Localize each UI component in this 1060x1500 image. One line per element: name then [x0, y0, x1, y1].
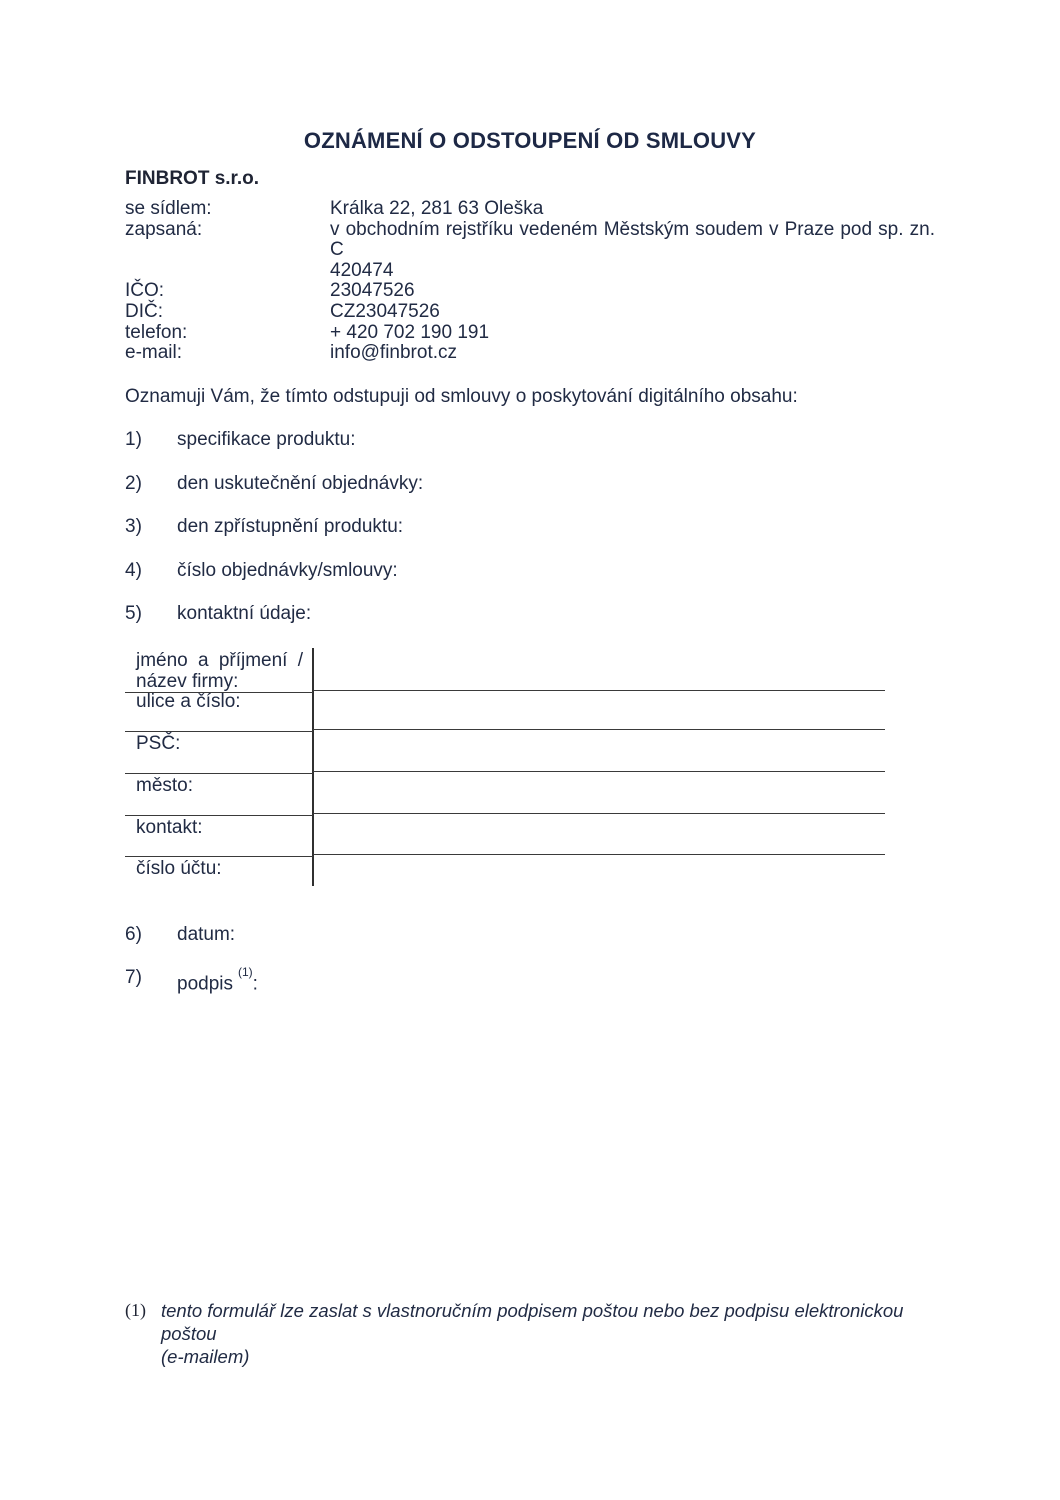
detail-label: DIČ:: [125, 300, 163, 322]
table-row: [125, 773, 885, 815]
detail-row-email: [125, 343, 935, 364]
item-label: číslo objednávky/smlouvy:: [177, 559, 398, 581]
item-number: 7): [125, 967, 142, 988]
detail-label: e-mail:: [125, 342, 183, 364]
item-label: datum:: [177, 924, 236, 945]
detail-label: IČO:: [125, 280, 165, 302]
detail-value: 23047526: [330, 280, 415, 302]
row-label: číslo účtu:: [136, 858, 222, 879]
footnote-marker: (1): [125, 1300, 146, 1320]
company-details: [125, 199, 935, 364]
detail-value-line2: 420474: [330, 259, 394, 281]
detail-value: info@finbrot.cz: [330, 342, 458, 364]
item-number: 6): [125, 924, 142, 945]
detail-value-line1: v obchodním rejstříku vedeném Městským soudem v Praze pod sp. zn. C: [330, 218, 935, 261]
field-kontakt[interactable]: [313, 815, 885, 856]
footnote-line1: tento formulář lze zaslat s vlastnoručním podpisem poštou nebo bez podpisu elektronickou poštou: [161, 1300, 904, 1344]
row-label-line2: název firmy:: [136, 670, 239, 692]
company-name: FINBROT s.r.o.: [125, 168, 260, 189]
numbered-item-1: [125, 430, 935, 451]
detail-label: se sídlem:: [125, 198, 212, 219]
detail-row-sidlo: [125, 199, 935, 220]
numbered-item-4: [125, 561, 935, 582]
detail-value: CZ23047526: [330, 300, 440, 322]
footnote-line2: (e-mailem): [161, 1346, 250, 1367]
footnote-reference: (1): [238, 965, 253, 979]
item-number: 3): [125, 516, 142, 537]
page-title: OZNÁMENÍ O ODSTOUPENÍ OD SMLOUVY: [303, 128, 757, 153]
row-label-line1: jméno a příjmení /: [136, 650, 303, 671]
item-label: specifikace produktu:: [177, 429, 356, 450]
item-label: den zpřístupnění produktu:: [177, 516, 404, 537]
field-ulice-cislo[interactable]: [313, 689, 885, 731]
row-label: kontakt:: [125, 815, 313, 856]
field-cislo-uctu[interactable]: [313, 856, 885, 887]
detail-row-dic: [125, 302, 935, 323]
row-label: PSČ:: [125, 731, 313, 773]
detail-value: + 420 702 190 191: [330, 321, 490, 343]
detail-label: zapsaná:: [125, 218, 203, 240]
item-label: podpis$^{(1)}$:: [177, 965, 258, 995]
field-jmeno-nazev-firmy[interactable]: [313, 648, 885, 692]
numbered-item-5: [125, 604, 935, 625]
footnote: [125, 1299, 935, 1368]
item-label: kontaktní údaje:: [177, 603, 312, 624]
numbered-item-3: [125, 517, 935, 538]
item-number: 4): [125, 559, 142, 581]
table-row: [125, 689, 885, 731]
footnote-text: [161, 1299, 935, 1368]
detail-value: [330, 220, 935, 282]
detail-row-zapsana: [125, 220, 935, 282]
detail-row-ico: [125, 281, 935, 302]
detail-row-telefon: [125, 323, 935, 344]
item-number: 5): [125, 603, 142, 624]
numbered-item-2: [125, 474, 935, 495]
table-row: [125, 856, 885, 887]
numbered-list: [125, 430, 935, 648]
row-label: město:: [125, 773, 313, 815]
contact-details-table: [125, 648, 885, 887]
field-mesto[interactable]: [313, 773, 885, 815]
row-label: ulice a číslo:: [125, 689, 313, 731]
field-psc[interactable]: [313, 731, 885, 773]
bottom-numbered-list: [125, 925, 935, 1017]
table-row: [125, 815, 885, 856]
item-number: 2): [125, 472, 142, 494]
item-number: 1): [125, 429, 142, 450]
item-label: den uskutečnění objednávky:: [177, 472, 424, 494]
row-label: [125, 648, 313, 692]
table-row: [125, 731, 885, 773]
detail-value: Králka 22, 281 63 Oleška: [330, 198, 544, 219]
numbered-item-7: [125, 965, 935, 995]
intro-paragraph: Oznamuji Vám, že tímto odstupuji od smlouvy o poskytování digitálního obsahu:: [125, 386, 798, 407]
detail-label: telefon:: [125, 321, 188, 343]
numbered-item-6: [125, 925, 935, 946]
table-row: [125, 648, 885, 692]
